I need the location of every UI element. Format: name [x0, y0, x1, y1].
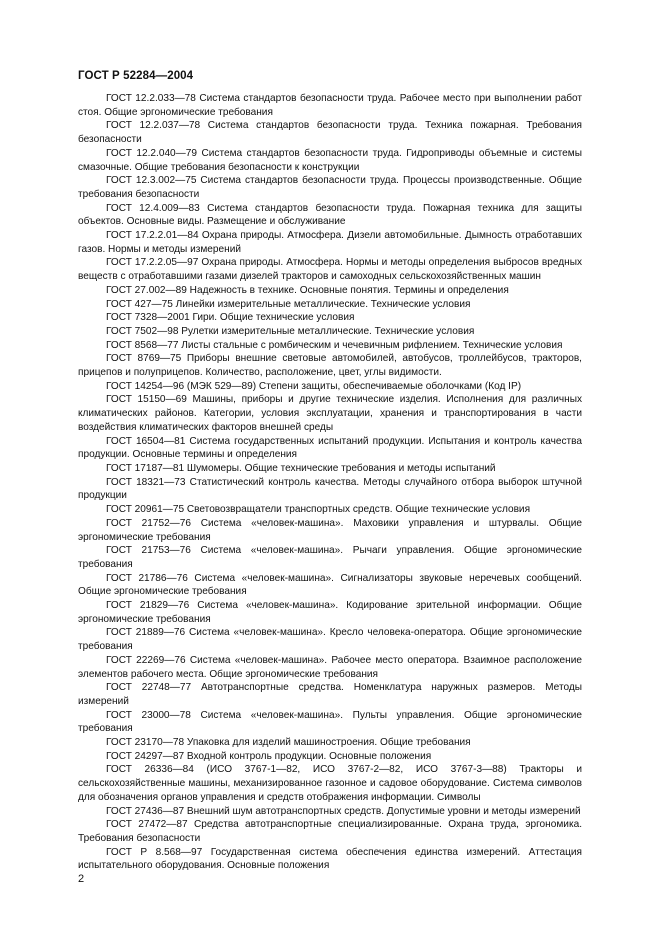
- reference-item: ГОСТ 21889—76 Система «человек-машина». Кресло человека-оператора. Общие эргономические требования: [78, 627, 582, 653]
- reference-item: ГОСТ 22269—76 Система «человек-машина». Рабочее место оператора. Взаимное расположение элементов рабочего места. Общие эргономические требования: [78, 654, 582, 680]
- reference-item: ГОСТ 7328—2001 Гири. Общие технические условия: [106, 312, 355, 324]
- reference-item: ГОСТ 7502—98 Рулетки измерительные металлические. Технические условия: [106, 325, 475, 337]
- reference-item: ГОСТ 23000—78 Система «человек-машина». Пульты управления. Общие эргономические требования: [78, 709, 582, 735]
- reference-item: ГОСТ 24297—87 Входной контроль продукции. Основные положения: [106, 750, 432, 762]
- reference-item: ГОСТ 12.2.040—79 Система стандартов безопасности труда. Гидроприводы объемные и системы смазочные. Общие требования безопасности к конструкции: [78, 147, 582, 173]
- reference-item: ГОСТ 23170—78 Упаковка для изделий машиностроения. Общие требования: [106, 737, 471, 749]
- normative-references-list: [78, 92, 582, 873]
- reference-item: ГОСТ 12.2.033—78 Система стандартов безопасности труда. Рабочее место при выполнении работ стоя. Общие эргономические требования: [78, 93, 582, 118]
- reference-item: ГОСТ 427—75 Линейки измерительные металлические. Технические условия: [106, 298, 471, 310]
- reference-item: ГОСТ 8769—75 Приборы внешние световые автомобилей, автобусов, троллейбусов, тракторов, прицепов и полуприцепов. Количество, расположение, цвет, углы видимости.: [78, 353, 582, 379]
- reference-item: ГОСТ 17.2.2.01—84 Охрана природы. Атмосфера. Дизели автомобильные. Дымность отработавших газов. Нормы и методы измерений: [78, 230, 582, 255]
- reference-item: ГОСТ 22748—77 Автотранспортные средства. Номенклатура наружных размеров. Методы измерений: [78, 682, 582, 707]
- reference-item: ГОСТ 21786—76 Система «человек-машина». Сигнализаторы звуковые неречевых сообщений. Общие эргономические требования: [78, 572, 582, 598]
- reference-item: ГОСТ 8568—77 Листы стальные с ромбическим и чечевичным рифлением. Технические условия: [106, 339, 563, 351]
- reference-item: ГОСТ 18321—73 Статистический контроль качества. Методы случайного отбора выборок штучной продукции: [78, 476, 582, 502]
- reference-item: ГОСТ 15150—69 Машины, приборы и другие технические изделия. Исполнения для различных климатических районов. Категории, условия эксплуатации, хранения и транспортирования в части воздействия климатических факторов внешней среды: [78, 394, 582, 433]
- reference-item: ГОСТ Р 8.568—97 Государственная система обеспечения единства измерений. Аттестация испытательного оборудования. Основные положения: [78, 846, 582, 872]
- reference-item: ГОСТ 12.2.037—78 Система стандартов безопасности труда. Техника пожарная. Требования безопасности: [78, 120, 582, 146]
- reference-item: ГОСТ 27.002—89 Надежность в технике. Основные понятия. Термины и определения: [106, 284, 509, 296]
- reference-item: ГОСТ 21829—76 Система «человек-машина». Кодирование зрительной информации. Общие эргономические требования: [78, 600, 582, 625]
- reference-item: ГОСТ 27472—87 Средства автотранспортные специализированные. Охрана труда, эргономика. Требования безопасности: [78, 819, 582, 844]
- document-header-title: ГОСТ Р 52284—2004: [78, 70, 194, 82]
- reference-item: ГОСТ 16504—81 Система государственных испытаний продукции. Испытания и контроль качества продукции. Основные термины и определения: [78, 435, 582, 461]
- page-number: 2: [78, 873, 85, 885]
- reference-item: ГОСТ 17.2.2.05—97 Охрана природы. Атмосфера. Нормы и методы определения выбросов вредных веществ с отработавшими газами дизелей тракторов и самоходных сельскохозяйственных машин: [78, 257, 582, 283]
- reference-item: ГОСТ 21752—76 Система «человек-машина». Маховики управления и штурвалы. Общие эргономические требования: [78, 517, 582, 543]
- reference-item: ГОСТ 21753—76 Система «человек-машина». Рычаги управления. Общие эргономические требования: [78, 545, 582, 570]
- reference-item: ГОСТ 14254—96 (МЭК 529—89) Степени защиты, обеспечиваемые оболочками (Код IP): [106, 380, 522, 392]
- reference-item: ГОСТ 20961—75 Световозвращатели транспортных средств. Общие технические условия: [106, 504, 531, 516]
- reference-item: ГОСТ 26336—84 (ИСО 3767-1—82, ИСО 3767-2—82, ИСО 3767-3—88) Тракторы и сельскохозяйственные машины, механизированное газонное и садовое оборудование. Система символов для обозначения органов управления и средств отображения информации. Символы: [78, 764, 582, 803]
- reference-item: ГОСТ 12.4.009—83 Система стандартов безопасности труда. Пожарная техника для защиты объектов. Основные виды. Размещение и обслуживание: [78, 202, 582, 228]
- reference-item: ГОСТ 12.3.002—75 Система стандартов безопасности труда. Процессы производственные. Общие требования безопасности: [78, 175, 582, 200]
- reference-item: ГОСТ 27436—87 Внешний шум автотранспортных средств. Допустимые уровни и методы измерений: [106, 805, 581, 817]
- reference-item: ГОСТ 17187—81 Шумомеры. Общие технические требования и методы испытаний: [106, 462, 496, 474]
